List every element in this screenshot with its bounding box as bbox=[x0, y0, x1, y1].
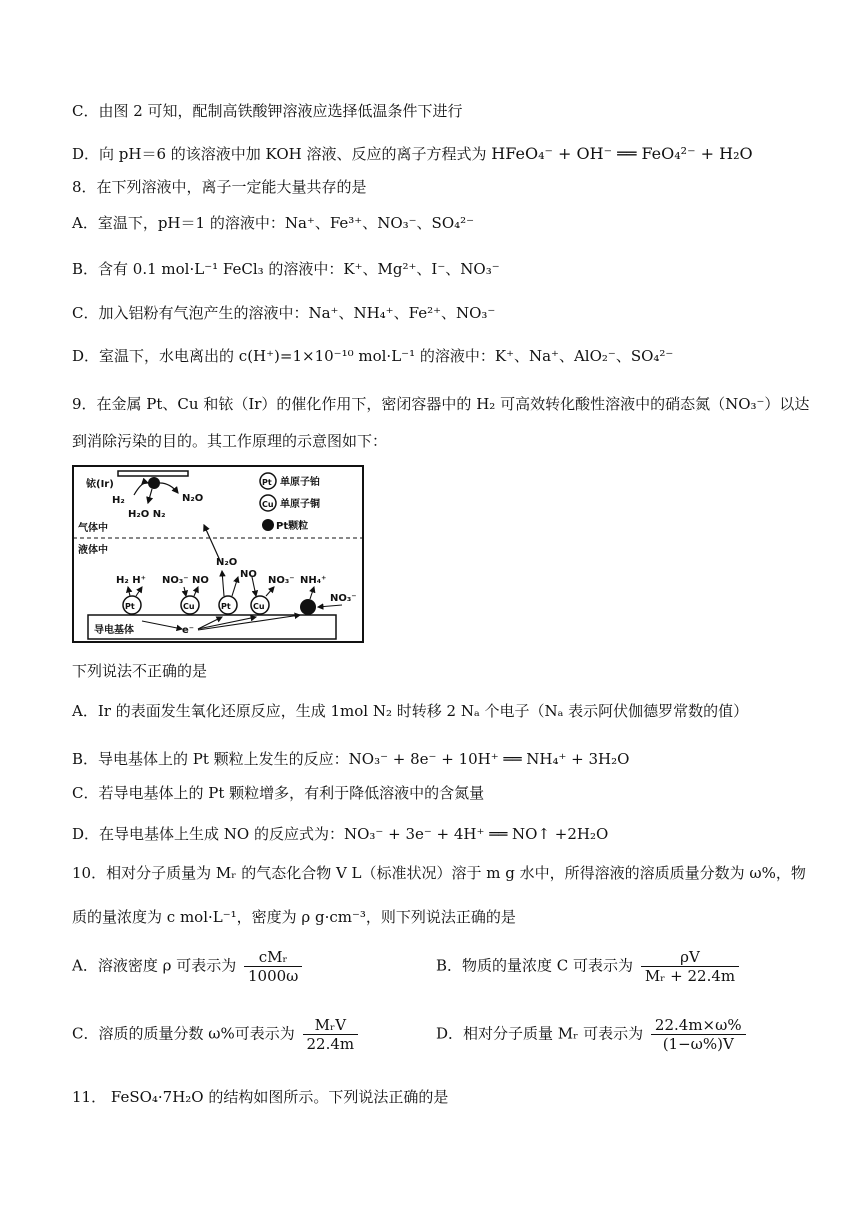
q9-option-c: C．若导电基体上的 Pt 颗粒增多，有利于降低溶液中的含氮量 bbox=[72, 784, 485, 802]
q10-stem-line1: 10．相对分子质量为 Mᵣ 的气态化合物 V L（标准状况）溶于 m g 水中，所得溶液的溶质质量分数为 ω%，物 bbox=[72, 864, 806, 882]
no3-label-2: NO₃⁻ bbox=[268, 575, 295, 586]
svg-text:Pt: Pt bbox=[221, 602, 231, 611]
pt-particle-ir bbox=[148, 477, 160, 489]
legend-pt-label: 单原子铂 bbox=[280, 477, 320, 488]
q10-a-denominator: 1000ω bbox=[247, 967, 299, 985]
q10-b-denominator: Mᵣ + 22.4m bbox=[644, 967, 736, 985]
svg-text:Cu: Cu bbox=[262, 500, 274, 509]
no3-no-label: NO₃⁻ NO bbox=[162, 575, 209, 586]
q8-option-c: C．加入铝粉有气泡产生的溶液中：Na⁺、NH₄⁺、Fe²⁺、NO₃⁻ bbox=[72, 304, 496, 322]
nh4-label: NH₄⁺ bbox=[300, 575, 327, 586]
q9-question: 下列说法不正确的是 bbox=[72, 662, 208, 680]
q9-option-b: B．导电基体上的 Pt 颗粒上发生的反应：NO₃⁻ + 8e⁻ + 10H⁺ ══ NH₄⁺ + 3H₂O bbox=[72, 750, 630, 768]
h2-hplus-label: H₂ H⁺ bbox=[116, 575, 146, 586]
legend-pt-particle-label: Pt颗粒 bbox=[276, 521, 309, 532]
q8-option-d: D．室温下，水电离出的 c(H⁺)=1×10⁻¹⁰ mol·L⁻¹ 的溶液中：K⁺、Na⁺、AlO₂⁻、SO₄²⁻ bbox=[72, 347, 674, 365]
legend-cu-label: 单原子铜 bbox=[280, 499, 320, 510]
q7-option-c: C．由图 2 可知，配制高铁酸钾溶液应选择低温条件下进行 bbox=[72, 102, 463, 120]
q9-option-a: A．Ir 的表面发生氧化还原反应，生成 1mol N₂ 时转移 2 Nₐ 个电子（Nₐ 表示阿伏伽德罗常数的值） bbox=[72, 702, 749, 720]
q10-c-denominator: 22.4m bbox=[306, 1035, 355, 1053]
h2-label: H₂ bbox=[112, 495, 125, 506]
q11-stem: 11． FeSO₄·7H₂O 的结构如图所示。下列说法正确的是 bbox=[72, 1088, 449, 1106]
q10-a-numerator: cMᵣ bbox=[244, 948, 302, 967]
svg-text:Cu: Cu bbox=[183, 602, 195, 611]
catalysis-diagram bbox=[72, 465, 364, 643]
q10-stem-line2: 质的量浓度为 c mol·L⁻¹，密度为 ρ g·cm⁻³，则下列说法正确的是 bbox=[72, 908, 516, 926]
q9-option-d: D．在导电基体上生成 NO 的反应式为：NO₃⁻ + 3e⁻ + 4H⁺ ══ NO↑ +2H₂O bbox=[72, 825, 609, 843]
q9-stem-line1: 9．在金属 Pt、Cu 和铱（Ir）的催化作用下，密闭容器中的 H₂ 可高效转化酸性溶液中的硝态氮（NO₃⁻）以达 bbox=[72, 395, 810, 413]
h2o-n2-label: H₂O N₂ bbox=[128, 509, 166, 520]
q10-option-b-fraction bbox=[641, 948, 739, 985]
q10-option-d-text: D．相对分子质量 Mᵣ 可表示为 bbox=[436, 1024, 644, 1043]
n2o-top-label: N₂O bbox=[182, 493, 204, 504]
q10-option-a-text: A．溶液密度 ρ 可表示为 bbox=[72, 956, 237, 975]
ir-plate bbox=[118, 471, 188, 476]
q10-option-c bbox=[72, 1016, 361, 1053]
q10-option-a bbox=[72, 948, 305, 985]
electron-label: e⁻ bbox=[182, 625, 195, 636]
pt-particle-base bbox=[300, 599, 316, 615]
q8-stem: 8．在下列溶液中，离子一定能大量共存的是 bbox=[72, 178, 367, 196]
q7-option-d-text: D．向 pH＝6 的该溶液中加 KOH 溶液、反应的离子方程式为 bbox=[72, 145, 487, 163]
no3-label-3: NO₃⁻ bbox=[330, 593, 357, 604]
svg-text:Cu: Cu bbox=[253, 602, 265, 611]
svg-text:Pt: Pt bbox=[262, 478, 272, 487]
q8-option-b: B．含有 0.1 mol·L⁻¹ FeCl₃ 的溶液中：K⁺、Mg²⁺、I⁻、NO₃⁻ bbox=[72, 260, 500, 278]
q10-option-d bbox=[436, 1016, 749, 1053]
n2o-mid-label: N₂O bbox=[216, 557, 238, 568]
q10-option-c-fraction bbox=[303, 1016, 359, 1053]
no-label: NO bbox=[240, 569, 257, 580]
q10-option-b bbox=[436, 948, 742, 985]
q10-d-numerator: 22.4m×ω% bbox=[651, 1016, 746, 1035]
q7-option-d-equation: HFeO₄⁻ + OH⁻ ══ FeO₄²⁻ + H₂O bbox=[491, 144, 753, 163]
q9-stem-line2: 到消除污染的目的。其工作原理的示意图如下： bbox=[72, 432, 388, 450]
q10-option-a-fraction bbox=[244, 948, 302, 985]
ir-label: 铱(Ir) bbox=[86, 479, 114, 490]
q10-c-numerator: MᵣV bbox=[303, 1016, 359, 1035]
legend-pt-particle-icon bbox=[262, 519, 274, 531]
q10-option-c-text: C．溶质的质量分数 ω%可表示为 bbox=[72, 1024, 295, 1043]
q10-d-denominator: (1−ω%)V bbox=[662, 1035, 734, 1053]
q7-option-d bbox=[72, 143, 753, 164]
liquid-label: 液体中 bbox=[78, 545, 108, 556]
q10-b-numerator: ρV bbox=[641, 948, 739, 967]
q10-option-b-text: B．物质的量浓度 C 可表示为 bbox=[436, 956, 634, 975]
q8-option-a: A．室温下，pH＝1 的溶液中：Na⁺、Fe³⁺、NO₃⁻、SO₄²⁻ bbox=[72, 214, 475, 232]
base-label: 导电基体 bbox=[94, 625, 134, 636]
gas-label: 气体中 bbox=[78, 523, 108, 534]
q10-option-d-fraction bbox=[651, 1016, 746, 1053]
svg-text:Pt: Pt bbox=[125, 602, 135, 611]
